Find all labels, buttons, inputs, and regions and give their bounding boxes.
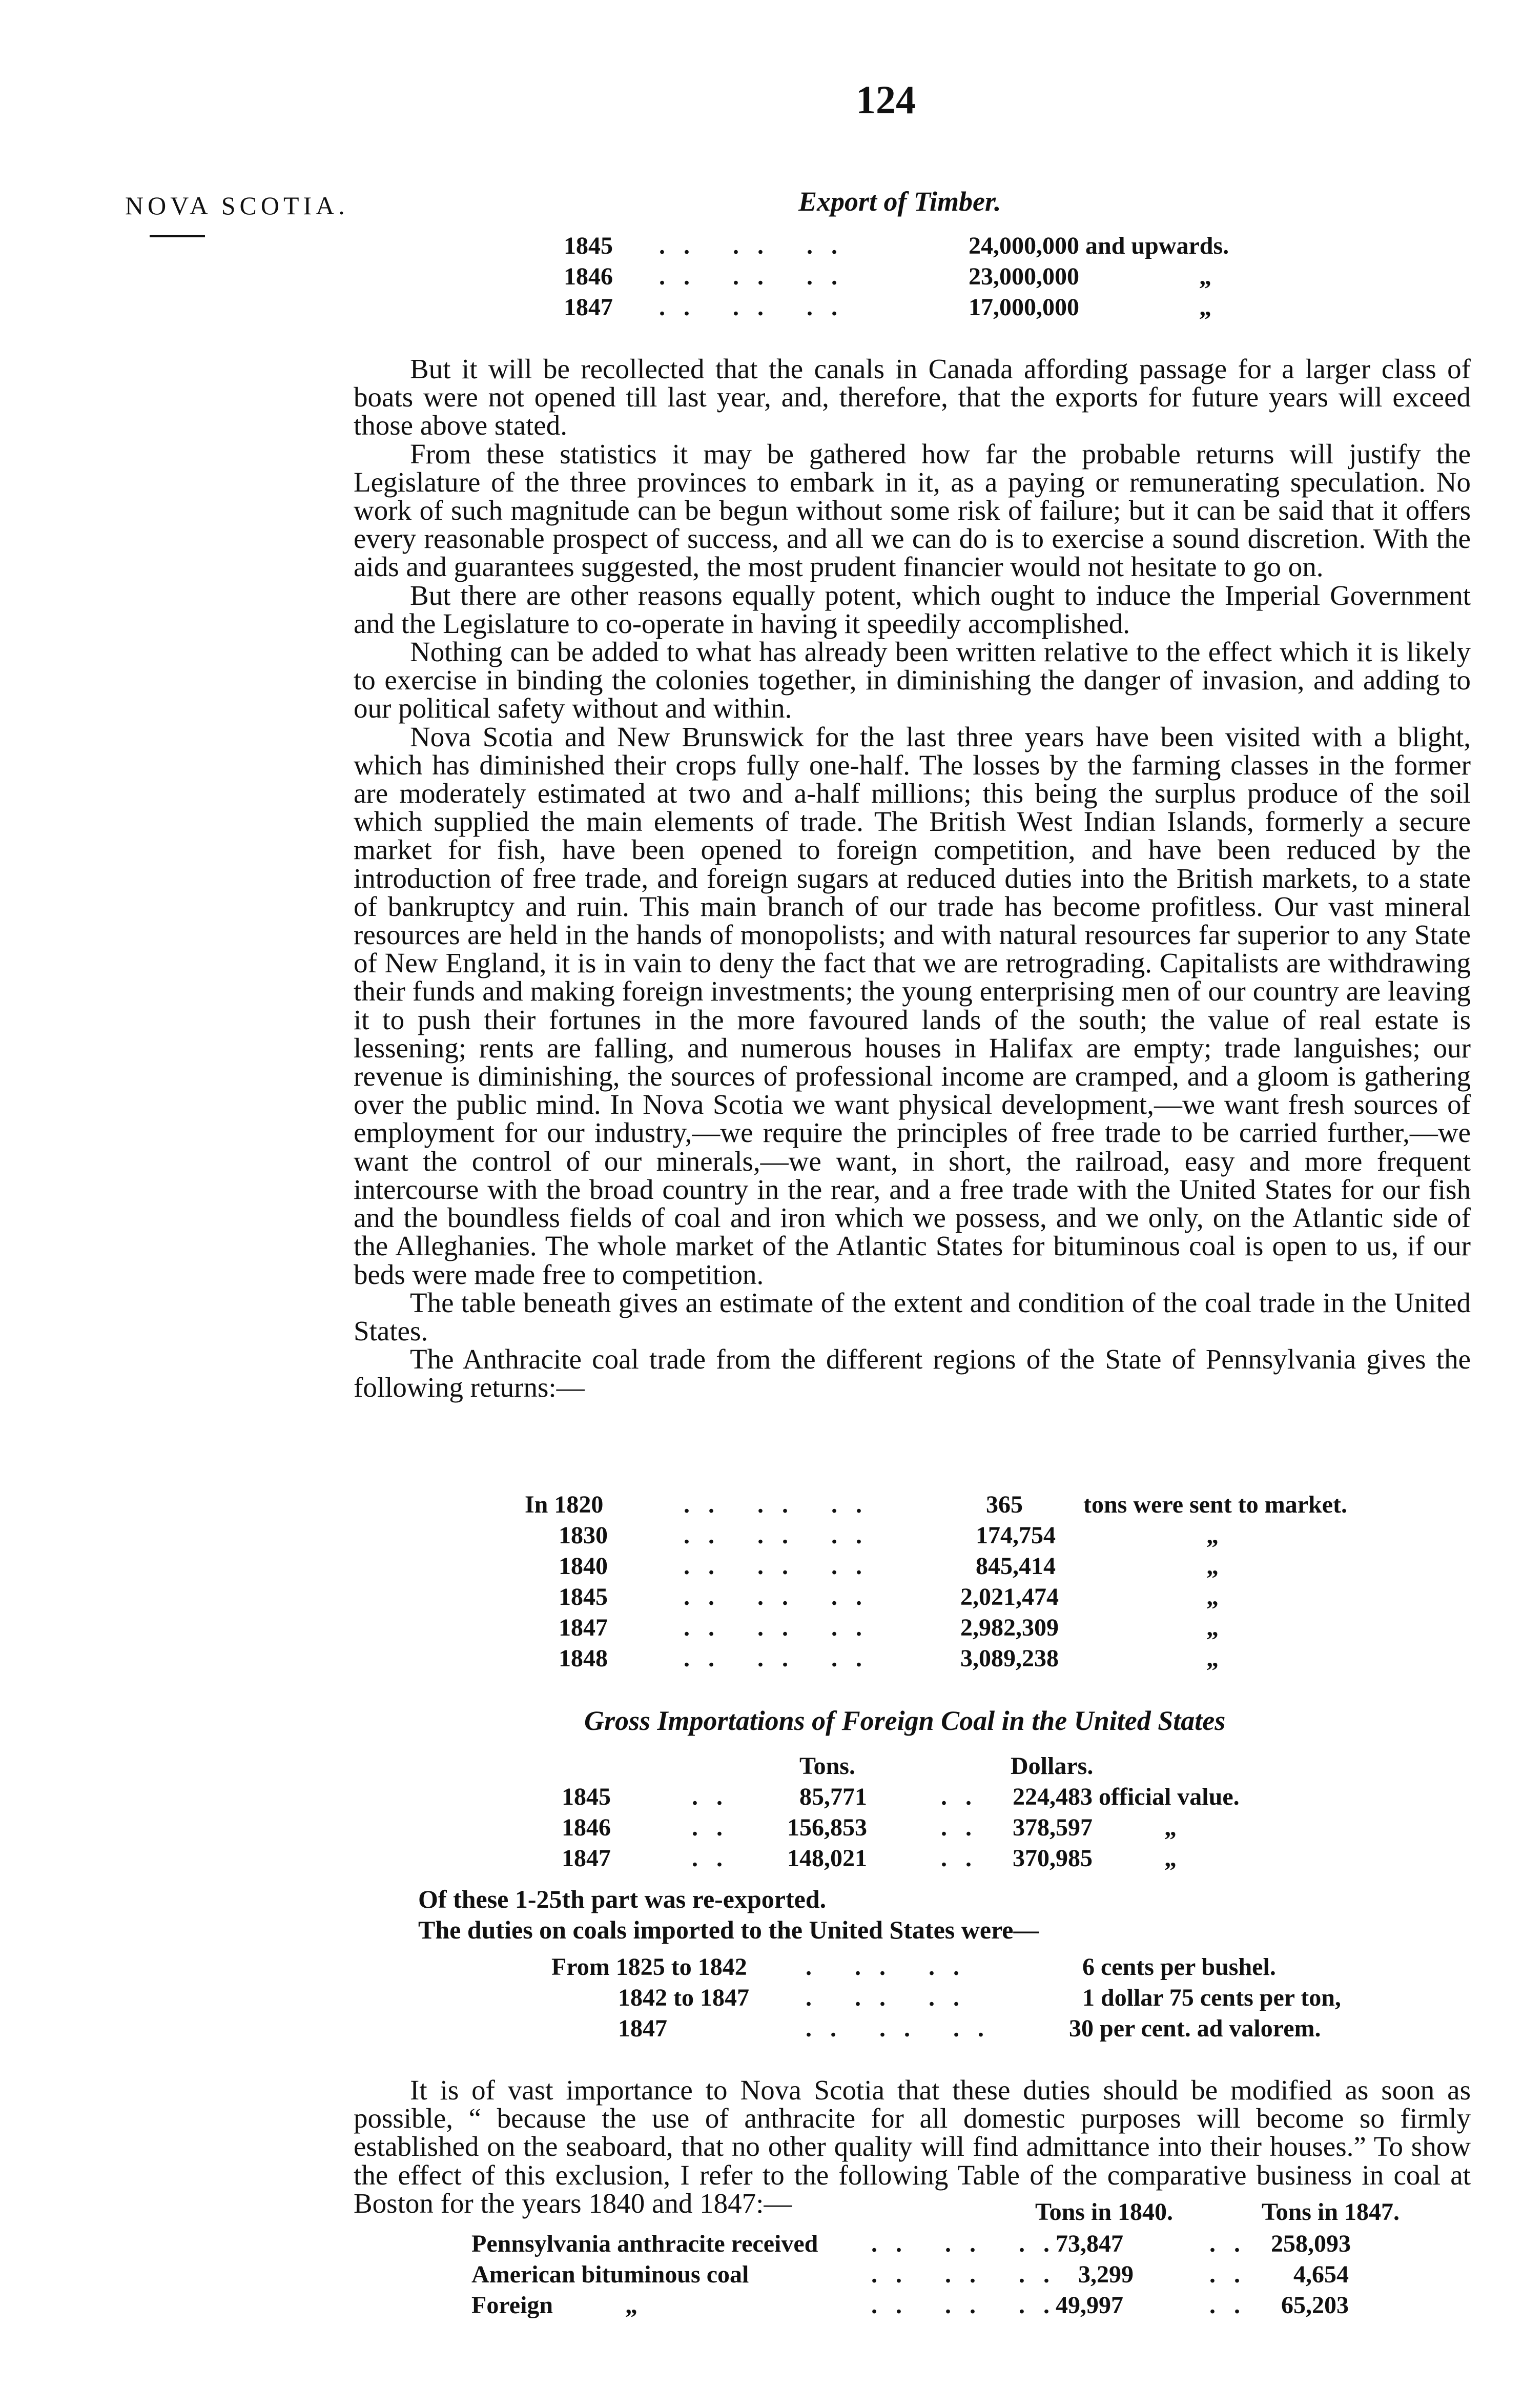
- dollars-cell: 370,985: [1013, 1845, 1093, 1872]
- gross-heading: Gross Importations of Foreign Coal in the United States: [584, 1705, 1226, 1736]
- year-cell: 1847: [559, 1614, 608, 1641]
- year-cell: 1846: [564, 263, 613, 290]
- value-1840-cell: 73,847: [1056, 2230, 1123, 2257]
- body-text: [354, 355, 1471, 1402]
- label-cell: Foreign: [471, 2292, 553, 2319]
- value-cell: 23,000,000: [969, 263, 1079, 290]
- leader-dots: .. .. ..: [684, 1491, 880, 1518]
- paragraph: From these statistics it may be gathered how far the probable returns will justify the Legislature of the three provinces to embark in it, as a paying or remunerating speculation. No work of such magnitude can be begun without some risk of failure; but it can be said that it offers every reasonable prospect of success, and all we can do is to exercise a sound discretion. With the aids and guarantees suggested, the most prudent financier would not hesitate to go on.: [354, 438, 1471, 583]
- leader-dots: .. .. ..: [659, 294, 856, 321]
- ditto-mark: „: [1206, 1522, 1219, 1549]
- ditto-mark: „: [1199, 263, 1211, 290]
- paragraph: But there are other reasons equally potent, which ought to induce the Imperial Government and the Legislature to co-operate in having it speedily accomplished.: [354, 579, 1471, 639]
- timber-heading: Export of Timber.: [798, 186, 1001, 217]
- leader-dots: ..: [692, 1783, 741, 1810]
- period-cell: 1842 to 1847: [618, 1984, 749, 2011]
- leader-dots: ..: [1209, 2230, 1259, 2257]
- paragraph: But it will be recollected that the canals in Canada affording passage for a larger class of boats were not opened till last year, and, therefore, that the exports for future years will exceed those above stated.: [354, 353, 1471, 441]
- leader-dots: .. .. ..: [659, 263, 856, 290]
- paragraph: The table beneath gives an estimate of the extent and condition of the coal trade in the United States.: [354, 1287, 1471, 1346]
- ditto-mark: „: [1164, 1845, 1177, 1872]
- ditto-mark: „: [1206, 1553, 1219, 1580]
- page-number: 124: [856, 77, 916, 122]
- leader-dots: .. .. ..: [684, 1645, 880, 1672]
- rate-cell: 1 dollar 75 cents per ton,: [1082, 1984, 1341, 2011]
- leader-dots: .. .. ..: [659, 232, 856, 259]
- leader-dots: .. .. ..: [871, 2292, 1068, 2319]
- value-1847-cell: 65,203: [1281, 2292, 1349, 2319]
- period-cell: 1847: [618, 2015, 667, 2042]
- ditto-mark: „: [1199, 294, 1211, 321]
- ditto-mark: „: [1164, 1814, 1177, 1841]
- year-cell: 1847: [562, 1845, 611, 1872]
- leader-dots: ..: [692, 1845, 741, 1872]
- leader-dots: .. .. ..: [684, 1522, 880, 1549]
- leader-dots: . .. ..: [806, 1984, 978, 2011]
- duties-intro: The duties on coals imported to the United States were—: [418, 1915, 1039, 1944]
- table-row: [564, 262, 1332, 291]
- ditto-mark: „: [1206, 1645, 1219, 1672]
- value-cell: 24,000,000 and upwards.: [969, 232, 1229, 259]
- paragraph: Nova Scotia and New Brunswick for the last three years have been visited with a blight, which has diminished their crops fully one-half. The losses by the farming classes in the former are moderately estimated at two and a-half millions; this being the surplus produce of the soil which supplied the main elements of trade. The British West Indian Islands, formerly a secure market for fish, have been opened to foreign competition, and have been reduced by the introduction of free trade, and foreign sugars at reduced duties into the British markets, to a state of bankruptcy and ruin. This main branch of our trade has become profitless. Our vast mineral resources are held in the hands of monopolists; and with natural resources far superior to any State of New England, it is in vain to deny the fact that we are retrograding. Capitalists are withdrawing their funds and making foreign investments; the young enterprising men of our country are leaving it to push their fortunes in the more favoured lands of the south; the value of real estate is lessening; rents are falling, and numerous houses in Halifax are empty; trade languishes; our revenue is diminishing, the sources of professional income are cramped, and a gloom is gathering over the public mind. In Nova Scotia we want physical development,—we want fresh sources of employment for our industry,—we require the principles of free trade to be carried further,—we want the control of our minerals,—we want, in short, the railroad, easy and more frequent intercourse with the broad country in the rear, and a free trade with the United States for our fish and the boundless fields of coal and iron which we possess, and we only, on the Atlantic side of the Alleghanies. The whole market of the Atlantic States for bituminous coal is open to us, if our beds were made free to competition.: [354, 721, 1471, 1290]
- leader-dots: .. .. ..: [684, 1614, 880, 1641]
- leader-dots: ..: [941, 1845, 990, 1872]
- leader-dots: . .. ..: [806, 1953, 978, 1981]
- year-cell: 1845: [562, 1783, 611, 1810]
- value-cell: 17,000,000: [969, 294, 1079, 321]
- period-cell: From 1825 to 1842: [551, 1953, 747, 1981]
- unit-cell: tons were sent to market.: [1083, 1491, 1347, 1518]
- value-cell: 2,021,474: [960, 1583, 1059, 1610]
- leader-dots: .. .. ..: [806, 2015, 1002, 2042]
- tons-cell: 156,853: [787, 1814, 867, 1841]
- year-cell: In 1820: [525, 1491, 604, 1518]
- table-row: [564, 232, 1332, 260]
- column-header-dollars: Dollars.: [1011, 1752, 1094, 1780]
- value-1840-cell: 3,299: [1078, 2261, 1134, 2288]
- side-heading-rule: [150, 235, 205, 237]
- tons-cell: 85,771: [799, 1783, 867, 1810]
- year-cell: 1845: [564, 232, 613, 259]
- rate-cell: 6 cents per bushel.: [1082, 1953, 1276, 1981]
- dollars-cell: 224,483 official value.: [1013, 1783, 1240, 1810]
- label-cell: Pennsylvania anthracite received: [471, 2230, 818, 2257]
- year-cell: 1845: [559, 1583, 608, 1610]
- value-cell: 174,754: [976, 1522, 1056, 1549]
- leader-dots: ..: [941, 1783, 990, 1810]
- paragraph: It is of vast importance to Nova Scotia that these duties should be modified as soon as possible, “ because the use of anthracite for all domestic purposes will become so firmly established on the seaboard, that no other quality will find admittance into their houses.” To show the effect of this exclusion, I refer to the following Table of the comparative business in coal at Boston for the years 1840 and 1847:—: [354, 2074, 1471, 2219]
- year-cell: 1848: [559, 1645, 608, 1672]
- leader-dots: .. .. ..: [684, 1583, 880, 1610]
- ditto-mark: „: [1206, 1583, 1219, 1610]
- leader-dots: ..: [941, 1814, 990, 1841]
- leader-dots: ..: [692, 1814, 741, 1841]
- table-row: [564, 293, 1332, 322]
- value-1847-cell: 258,093: [1271, 2230, 1351, 2257]
- leader-dots: .. .. ..: [871, 2261, 1068, 2288]
- year-cell: 1847: [564, 294, 613, 321]
- year-cell: 1830: [559, 1522, 608, 1549]
- re-export-note: Of these 1-25th part was re-exported.: [418, 1885, 827, 1913]
- label-cell: American bituminous coal: [471, 2261, 749, 2288]
- body-text-2: [354, 2076, 1471, 2217]
- value-cell: 2,982,309: [960, 1614, 1059, 1641]
- paragraph: The Anthracite coal trade from the different regions of the State of Pennsylvania gives the following returns:—: [354, 1343, 1471, 1403]
- year-cell: 1846: [562, 1814, 611, 1841]
- ditto-mark: „: [1206, 1614, 1219, 1641]
- value-cell: 365: [986, 1491, 1023, 1518]
- value-cell: 3,089,238: [960, 1645, 1059, 1672]
- dollars-cell: 378,597: [1013, 1814, 1093, 1841]
- year-cell: 1840: [559, 1553, 608, 1580]
- paragraph: Nothing can be added to what has already been written relative to the effect which it is likely to exercise in binding the colonies together, in diminishing the danger of invasion, and adding to our political safety without and within.: [354, 636, 1471, 724]
- leader-dots: ..: [1209, 2292, 1259, 2319]
- value-1840-cell: 49,997: [1056, 2292, 1123, 2319]
- column-header-1847: Tons in 1847.: [1262, 2198, 1400, 2226]
- leader-dots: ..: [1209, 2261, 1259, 2288]
- value-cell: 845,414: [976, 1553, 1056, 1580]
- value-1847-cell: 4,654: [1293, 2261, 1349, 2288]
- side-heading: NOVA SCOTIA.: [125, 191, 349, 220]
- column-header-tons: Tons.: [799, 1752, 855, 1780]
- rate-cell: 30 per cent. ad valorem.: [1069, 2015, 1321, 2042]
- ditto-mark: „: [625, 2292, 637, 2319]
- leader-dots: .. .. ..: [684, 1553, 880, 1580]
- column-header-1840: Tons in 1840.: [1035, 2198, 1174, 2226]
- tons-cell: 148,021: [787, 1845, 867, 1872]
- leader-dots: .. .. ..: [871, 2230, 1068, 2257]
